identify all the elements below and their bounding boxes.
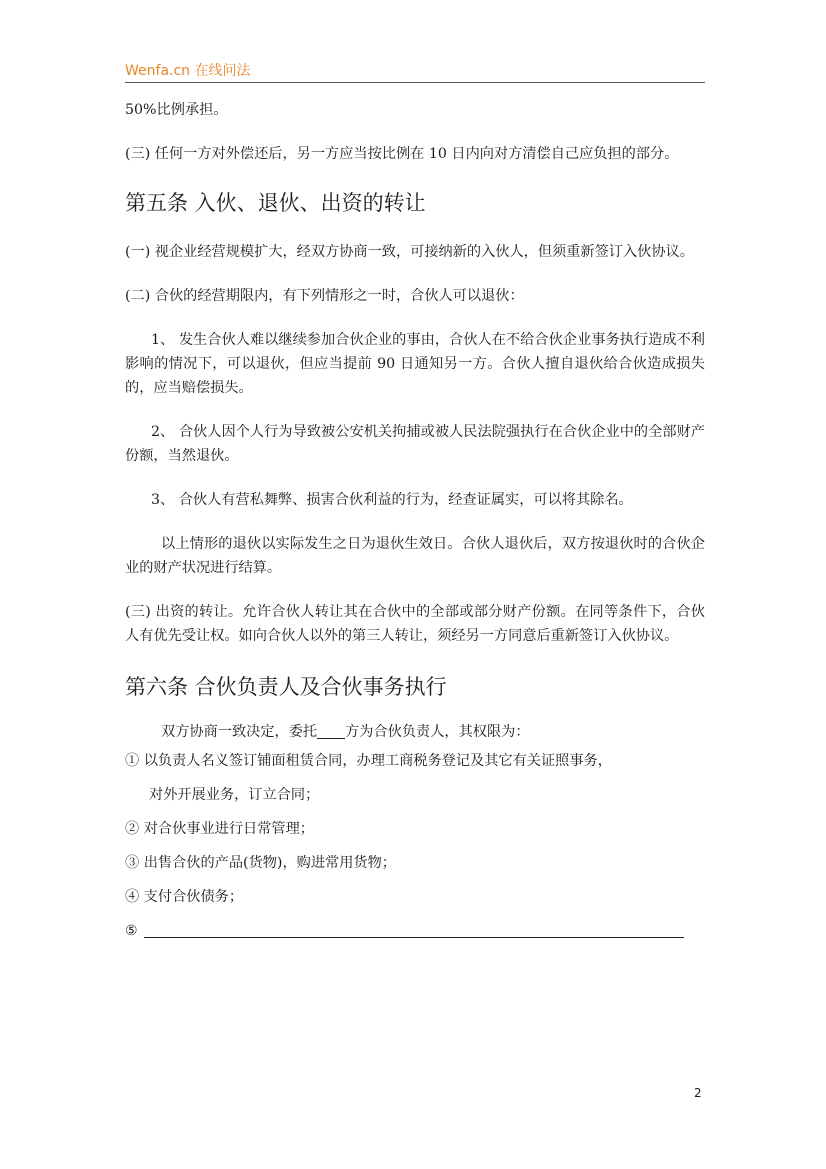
- header-brand: Wenfa.cn 在线问法: [125, 63, 251, 79]
- list-item: ④ 支付合伙债务；: [125, 889, 244, 905]
- paragraph: (三) 出资的转让。允许合伙人转让其在合伙中的全部或部分财产份额。在同等条件下，合伙人有优先受让权。如向合伙人以外的第三人转让，须经另一方同意后重新签订入伙协议。: [125, 604, 705, 644]
- paragraph: 1、 发生合伙人难以继续参加合伙企业的事由，合伙人在不给合伙企业事务执行造成不利影响的情况下，可以退伙，但应当提前 90 日通知另一方。合伙人擅自退伙给合伙造成损失的，应当赔偿损失。: [125, 332, 705, 396]
- list-item-continuation: 对外开展业务，订立合同；: [149, 787, 320, 803]
- paragraph-text: 双方协商一致决定，委托: [161, 724, 318, 740]
- fill-blank-line: [144, 921, 684, 938]
- fill-blank: [317, 724, 345, 739]
- paragraph: 以上情形的退伙以实际发生之日为退伙生效日。合伙人退伙后，双方按退伙时的合伙企业的财产状况进行结算。: [125, 536, 705, 576]
- list-item: ② 对合伙事业进行日常管理；: [125, 821, 314, 837]
- paragraph: 3、 合伙人有营私舞弊、损害合伙利益的行为，经查证属实，可以将其除名。: [151, 492, 633, 508]
- paragraph: (三) 任何一方对外偿还后，另一方应当按比例在 10 日内向对方清偿自己应负担的部分。: [125, 146, 679, 162]
- document-body: [125, 98, 705, 948]
- paragraph: 50%比例承担。: [125, 102, 228, 118]
- list-item: [125, 914, 705, 948]
- section-heading-5: 第五条 入伙、退伙、出资的转让: [125, 191, 426, 215]
- paragraph: (一) 视企业经营规模扩大，经双方协商一致，可接纳新的入伙人，但须重新签订入伙协议。: [125, 244, 694, 260]
- paragraph-text: 方为合伙负责人，其权限为：: [345, 724, 530, 740]
- paragraph: 2、 合伙人因个人行为导致被公安机关拘捕或被人民法院强执行在合伙企业中的全部财产份额，当然退伙。: [125, 424, 705, 464]
- page-number: 2: [694, 1086, 702, 1100]
- section-heading-6: 第六条 合伙负责人及合伙事务执行: [125, 675, 447, 699]
- list-item: ① 以负责人名义签订铺面租赁合同，办理工商税务登记及其它有关证照事务，: [125, 753, 612, 769]
- page-header: [125, 60, 705, 83]
- list-item: ③ 出售合伙的产品(货物)，购进常用货物；: [125, 855, 396, 871]
- paragraph: (二) 合伙的经营期限内，有下列情形之一时，合伙人可以退伙：: [125, 288, 524, 304]
- list-marker: ⑤: [125, 923, 138, 939]
- paragraph: [125, 720, 705, 744]
